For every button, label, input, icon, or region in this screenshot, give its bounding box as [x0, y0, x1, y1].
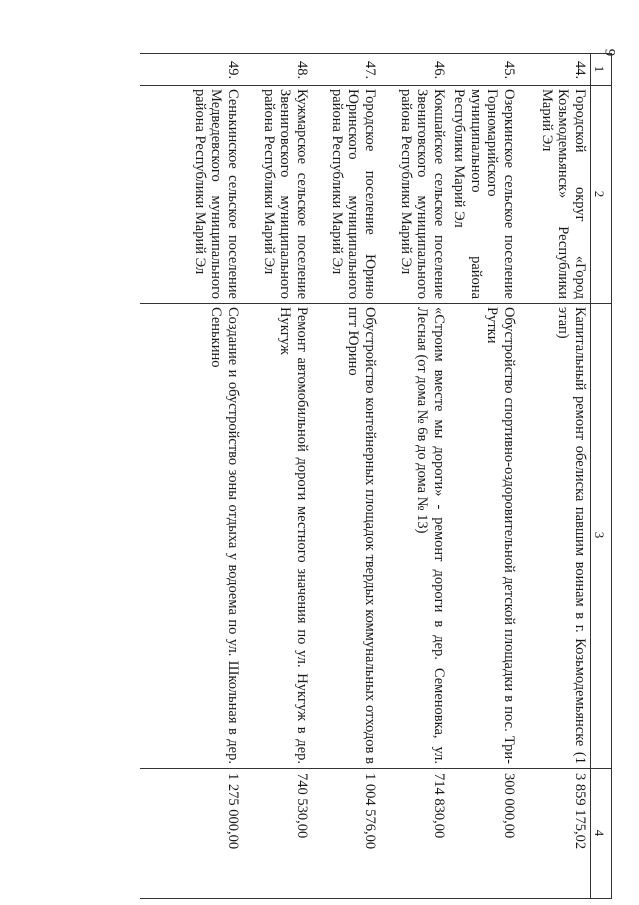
- project-description: «Строим вместе мы дороги» - ремонт дороги в дер. Семеновка, ул. Лесная (от дома № 6в до дома № 13): [414, 307, 447, 764]
- table-border-right: [140, 898, 612, 899]
- amount: 3 859 175,02: [572, 773, 588, 850]
- row-number: 47.: [362, 61, 378, 80]
- municipality-name: Сенькинское сельское поселение Медведевского муниципального района Республики Марий Эл: [192, 89, 241, 299]
- table-border-left: [140, 53, 612, 54]
- page-number: 9: [601, 48, 618, 57]
- project-description: Капитальный ремонт обелиска павшим воинам в г. Козьмодемьянске (1 этап): [555, 307, 588, 764]
- row-number: 46.: [431, 61, 447, 80]
- municipality-name: Озеркинское сельское поселение Горномарийского муниципального района Республики Марий Эл: [451, 89, 517, 299]
- amount: 300 000,00: [501, 773, 517, 839]
- column-header-2: 2: [592, 190, 607, 198]
- column-divider: [140, 303, 612, 304]
- table-border-top: [611, 53, 612, 898]
- amount: 1 275 000,00: [225, 773, 241, 850]
- row-number: 44.: [572, 61, 588, 80]
- amount: 714 830,00: [431, 773, 447, 839]
- column-divider: [140, 768, 612, 769]
- row-number: 45.: [501, 61, 517, 80]
- municipality-name: Кокшайское сельское поселение Звениговского муниципального района Республики Марий Эл: [398, 89, 447, 299]
- column-header-4: 4: [592, 829, 607, 837]
- amount: 1 004 576,00: [362, 773, 378, 850]
- data-table: [140, 53, 612, 898]
- municipality-name: Городской округ «Город Козьмодемьянск» Республики Марий Эл: [539, 89, 588, 299]
- municipality-name: Кужмарское сельское поселение Звениговского муниципального района Республики Марий Эл: [261, 89, 310, 299]
- row-number: 49.: [225, 61, 241, 80]
- column-header-1: 1: [592, 65, 607, 73]
- project-description: Создание и обустройство зоны отдыха у водоема по ул. Школьная в дер. Сенькино: [208, 307, 241, 764]
- project-description: Обустройство спортивно-оздоровительной детской площадки в пос. Три-Рутки: [484, 307, 517, 764]
- column-header-3: 3: [592, 531, 607, 539]
- row-number: 48.: [294, 61, 310, 80]
- header-rule: [590, 53, 591, 898]
- municipality-name: Городское поселение Юрино Юринского муниципального района Республики Марий Эл: [329, 89, 378, 299]
- amount: 740 530,00: [294, 773, 310, 839]
- project-description: Ремонт автомобильной дороги местного значения по ул. Нукгуж в дер. Нукгуж: [277, 307, 310, 764]
- project-description: Обустройство контейнерных площадок твердых коммунальных отходов в пгт Юрино: [345, 307, 378, 764]
